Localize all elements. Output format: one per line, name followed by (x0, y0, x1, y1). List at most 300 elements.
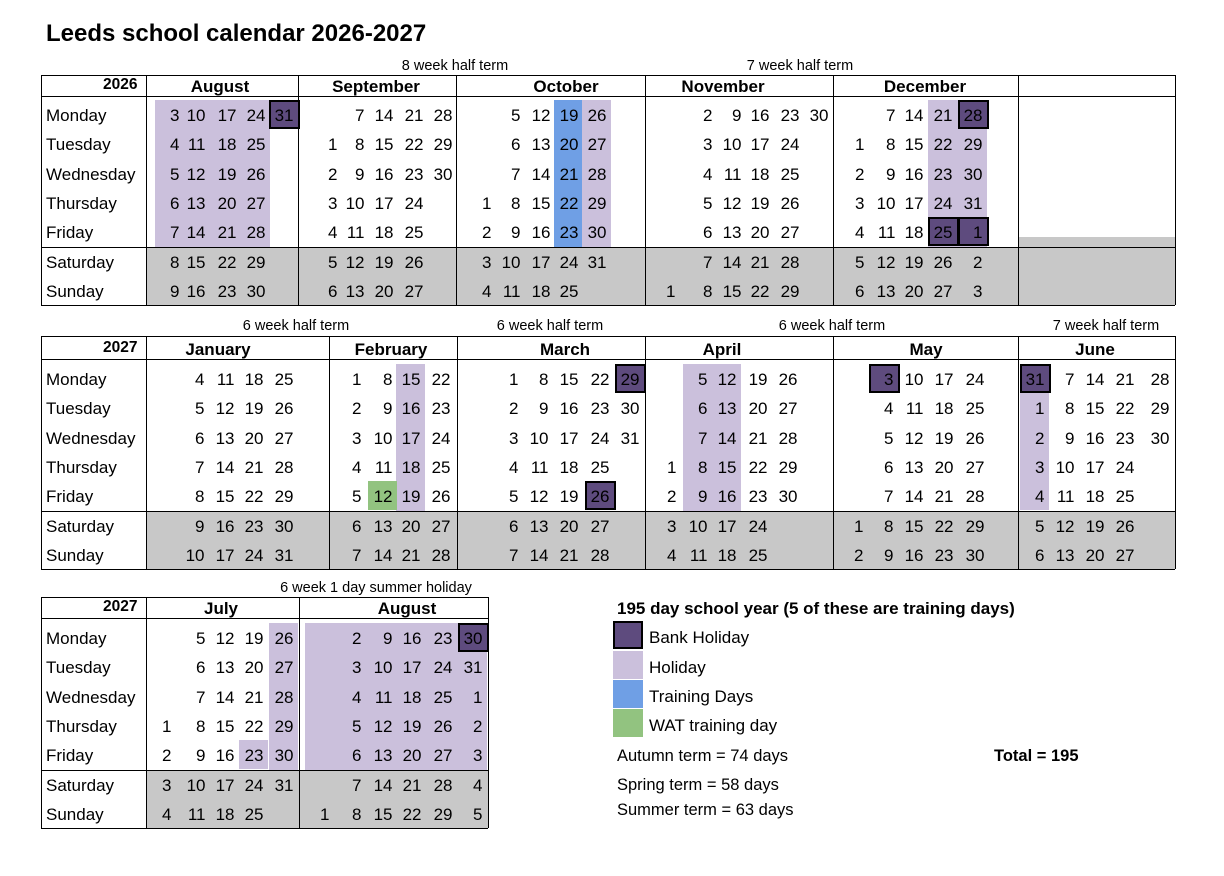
date-cell: 25 (274, 370, 294, 389)
date-cell: 16 (401, 399, 421, 419)
date-cell: 12 (345, 252, 365, 272)
date-cell: 18 (717, 545, 737, 565)
date-cell: 2 (703, 106, 713, 125)
date-cell: 2 (667, 487, 677, 507)
date-cell: 9 (1065, 428, 1075, 448)
date-cell: 4 (482, 281, 492, 301)
date-cell: 22 (244, 716, 264, 736)
date-cell: 14 (215, 457, 235, 477)
date-cell: 10 (373, 658, 393, 678)
date-cell: 2 (162, 746, 172, 766)
date-cell: 25 (965, 399, 985, 419)
date-cell: 11 (1056, 487, 1075, 507)
date-cell: 16 (904, 164, 924, 184)
date-cell: 1 (1035, 399, 1045, 419)
date-cell: 13 (373, 516, 393, 536)
legend-label-holiday: Holiday (649, 658, 706, 677)
date-cell: 4 (855, 223, 865, 243)
header-rule (41, 96, 1175, 97)
date-cell: 14 (373, 775, 393, 795)
weekend-rule (41, 770, 488, 771)
date-cell: 12 (215, 399, 235, 419)
date-cell: 28 (965, 487, 985, 507)
legend-swatch-holiday (613, 651, 643, 679)
date-cell: 23 (933, 164, 953, 184)
autumn-term-days: Autumn term = 74 days (617, 747, 789, 765)
date-cell: 17 (374, 193, 394, 213)
date-cell: 22 (590, 370, 610, 389)
date-cell: 19 (559, 487, 579, 507)
date-cell: 26 (433, 716, 453, 736)
date-cell: 31 (274, 545, 294, 565)
legend-heading: 195 day school year (5 of these are training days) (617, 599, 1015, 618)
date-cell: 7 (509, 545, 519, 565)
date-cell: 11 (187, 135, 206, 155)
date-cell: 11 (723, 164, 742, 184)
date-cell: 21 (933, 106, 953, 125)
date-cell: 8 (539, 370, 549, 389)
date-cell: 13 (345, 281, 365, 301)
date-cell: 29 (963, 135, 983, 155)
date-cell: 18 (559, 457, 579, 477)
date-cell: 8 (352, 804, 362, 824)
date-cell: 28 (433, 106, 453, 125)
date-cell: 31 (620, 428, 640, 448)
date-cell: 9 (383, 629, 393, 648)
date-cell: 22 (933, 135, 953, 155)
date-cell: 14 (904, 106, 924, 125)
date-cell: 29 (433, 804, 453, 824)
total-days: Total = 195 (994, 747, 1079, 765)
date-cell: 11 (346, 223, 365, 243)
border-bottom (41, 569, 1175, 570)
date-cell: 11 (187, 804, 206, 824)
date-cell: 20 (750, 223, 770, 243)
date-cell: 20 (402, 746, 422, 766)
date-cell: 12 (722, 193, 742, 213)
weekday-label: Sunday (46, 545, 104, 565)
date-cell: 10 (904, 370, 924, 389)
date-cell: 2 (352, 399, 362, 419)
month-divider (1018, 75, 1019, 305)
date-cell: 9 (383, 399, 393, 419)
date-cell: 21 (217, 223, 237, 243)
date-cell: 11 (689, 545, 708, 565)
date-cell: 23 (590, 399, 610, 419)
date-cell: 12 (1055, 516, 1075, 536)
date-cell: 9 (511, 223, 521, 243)
date-cell: 5 (352, 487, 362, 507)
date-cell: 8 (195, 487, 205, 507)
date-cell: 24 (433, 658, 453, 678)
page-title: Leeds school calendar 2026-2027 (46, 20, 427, 47)
date-cell: 19 (934, 428, 954, 448)
date-cell: 31 (274, 775, 294, 795)
date-cell: 30 (274, 516, 294, 536)
weekday-label: Monday (46, 106, 107, 125)
date-cell: 4 (703, 164, 713, 184)
date-cell: 30 (246, 281, 266, 301)
date-cell: 6 (509, 516, 519, 536)
border-bottom (41, 828, 488, 829)
date-cell: 14 (186, 223, 206, 243)
date-cell: 9 (698, 487, 708, 507)
date-cell: 9 (539, 399, 549, 419)
weekday-label: Monday (46, 370, 107, 389)
date-cell: 20 (559, 516, 579, 536)
date-cell: 27 (246, 193, 266, 213)
date-cell: 18 (401, 457, 421, 477)
date-cell: 4 (884, 399, 894, 419)
date-cell: 22 (934, 516, 954, 536)
date-cell: 1 (320, 804, 330, 824)
date-cell: 1 (509, 370, 519, 389)
date-cell: 24 (965, 370, 985, 389)
date-cell: 5 (170, 164, 180, 184)
date-cell: 17 (401, 428, 421, 448)
date-cell: 9 (732, 106, 742, 125)
date-cell: 5 (473, 804, 483, 824)
month-label: July (203, 599, 239, 618)
date-cell: 11 (502, 281, 521, 301)
date-cell: 25 (244, 804, 264, 824)
date-cell: 28 (274, 687, 294, 707)
date-cell: 18 (244, 370, 264, 389)
date-cell: 1 (473, 687, 483, 707)
date-cell: 4 (195, 370, 205, 389)
date-cell: 21 (748, 428, 768, 448)
date-cell: 26 (246, 164, 266, 184)
date-cell: 27 (780, 223, 800, 243)
date-cell: 16 (186, 281, 206, 301)
border-bottom (41, 305, 1175, 306)
date-cell: 15 (374, 135, 394, 155)
date-cell: 20 (401, 516, 421, 536)
date-cell: 7 (196, 687, 206, 707)
date-cell: 18 (750, 164, 770, 184)
header-rule (41, 618, 488, 619)
date-cell: 10 (185, 545, 205, 565)
date-cell: 17 (559, 428, 579, 448)
date-cell: 12 (186, 164, 206, 184)
date-cell: 17 (717, 516, 737, 536)
legend-swatch-wat (613, 709, 643, 737)
date-cell: 12 (373, 487, 393, 507)
date-cell: 24 (590, 428, 610, 448)
date-cell: 4 (328, 223, 338, 243)
weekday-label: Thursday (46, 716, 117, 736)
date-cell: 30 (778, 487, 798, 507)
date-cell: 25 (404, 223, 424, 243)
date-cell: 12 (717, 370, 737, 389)
border-right (1175, 336, 1176, 569)
date-cell: 31 (1025, 370, 1045, 389)
month-label: March (539, 340, 591, 359)
date-cell: 17 (531, 252, 551, 272)
date-cell: 13 (215, 658, 235, 678)
date-cell: 7 (352, 545, 362, 565)
date-cell: 3 (352, 428, 362, 448)
summer-term-days: Summer term = 63 days (617, 801, 794, 819)
weekday-label: Thursday (46, 457, 117, 477)
date-cell: 9 (884, 545, 894, 565)
date-cell: 31 (587, 252, 607, 272)
border-top (41, 75, 1175, 76)
date-cell: 17 (934, 370, 954, 389)
date-cell: 14 (531, 164, 551, 184)
date-cell: 3 (162, 775, 172, 795)
date-cell: 5 (698, 370, 708, 389)
date-cell: 20 (559, 135, 579, 155)
date-cell: 5 (703, 193, 713, 213)
date-cell: 7 (170, 223, 180, 243)
month-divider (456, 75, 457, 305)
month-divider (457, 336, 458, 569)
date-cell: 7 (355, 106, 365, 125)
date-cell: 26 (780, 193, 800, 213)
date-cell: 2 (509, 399, 519, 419)
weekday-label: Wednesday (46, 428, 136, 448)
date-cell: 23 (244, 516, 264, 536)
date-cell: 14 (215, 687, 235, 707)
date-cell: 30 (587, 223, 607, 243)
date-cell: 5 (511, 106, 521, 125)
date-cell: 2 (352, 629, 362, 648)
date-cell: 30 (274, 746, 294, 766)
date-cell: 30 (963, 164, 983, 184)
half-term-caption: 6 week half term (778, 318, 886, 334)
date-cell: 17 (904, 193, 924, 213)
border-left (41, 75, 42, 305)
half-term-caption: 6 week half term (496, 318, 604, 334)
date-cell: 13 (373, 746, 393, 766)
border-left (41, 336, 42, 569)
date-cell: 3 (352, 658, 362, 678)
date-cell: 7 (886, 106, 896, 125)
month-label: January (185, 340, 251, 359)
date-cell: 10 (722, 135, 742, 155)
date-cell: 11 (216, 370, 235, 389)
date-cell: 14 (374, 106, 394, 125)
date-cell: 10 (186, 106, 206, 125)
date-cell: 18 (374, 223, 394, 243)
date-cell: 30 (433, 164, 453, 184)
date-cell: 10 (688, 516, 708, 536)
date-cell: 20 (934, 457, 954, 477)
year-label: 2027 (103, 598, 138, 615)
date-cell: 4 (352, 687, 362, 707)
date-cell: 24 (244, 545, 264, 565)
date-cell: 16 (1085, 428, 1105, 448)
date-cell: 26 (274, 629, 294, 648)
half-term-caption: 7 week half term (1052, 318, 1160, 334)
date-cell: 20 (904, 281, 924, 301)
half-term-caption: 6 week 1 day summer holiday (280, 580, 472, 596)
legend-label-training: Training Days (649, 687, 754, 706)
date-cell: 3 (703, 135, 713, 155)
date-cell: 16 (531, 223, 551, 243)
weekday-label: Friday (46, 746, 94, 766)
date-cell: 13 (531, 135, 551, 155)
date-cell: 23 (217, 281, 237, 301)
date-cell: 6 (511, 135, 521, 155)
date-cell: 17 (215, 775, 235, 795)
date-cell: 25 (246, 135, 266, 155)
month-divider (329, 336, 330, 569)
date-cell: 27 (431, 516, 451, 536)
date-cell: 16 (402, 629, 422, 648)
date-cell: 19 (559, 106, 579, 125)
date-cell: 14 (373, 545, 393, 565)
date-cell: 1 (162, 716, 172, 736)
date-cell: 26 (778, 370, 798, 389)
date-cell: 20 (244, 428, 264, 448)
date-cell: 12 (876, 252, 896, 272)
date-cell: 1 (667, 457, 677, 477)
border-left (41, 597, 42, 828)
date-cell: 6 (352, 516, 362, 536)
date-cell: 2 (973, 252, 983, 272)
date-cell: 19 (401, 487, 421, 507)
date-cell: 22 (217, 252, 237, 272)
date-cell: 15 (717, 457, 737, 477)
date-cell: 12 (373, 716, 393, 736)
date-cell: 1 (855, 135, 865, 155)
weekday-label: Friday (46, 487, 94, 507)
date-cell: 13 (717, 399, 737, 419)
date-cell: 17 (215, 545, 235, 565)
date-cell: 19 (244, 629, 264, 648)
date-cell: 28 (587, 164, 607, 184)
day-label-divider (146, 336, 147, 569)
date-cell: 9 (886, 164, 896, 184)
border-top (41, 336, 1175, 337)
month-divider (1018, 336, 1019, 569)
date-cell: 7 (703, 252, 713, 272)
date-cell: 28 (1150, 370, 1170, 389)
date-cell: 6 (328, 281, 338, 301)
date-cell: 13 (876, 281, 896, 301)
date-cell: 22 (750, 281, 770, 301)
date-cell: 28 (780, 252, 800, 272)
date-cell: 26 (431, 487, 451, 507)
date-cell: 5 (195, 399, 205, 419)
date-cell: 10 (529, 428, 549, 448)
header-rule (41, 359, 1175, 360)
weekday-label: Tuesday (46, 658, 111, 678)
date-cell: 15 (904, 516, 924, 536)
date-cell: 14 (529, 545, 549, 565)
date-cell: 2 (1035, 428, 1045, 448)
date-cell: 9 (170, 281, 180, 301)
date-cell: 13 (1055, 545, 1075, 565)
date-cell: 22 (402, 804, 422, 824)
date-cell: 21 (404, 106, 424, 125)
month-label: December (883, 77, 967, 96)
date-cell: 13 (529, 516, 549, 536)
date-cell: 19 (904, 252, 924, 272)
date-cell: 26 (933, 252, 953, 272)
date-cell: 23 (404, 164, 424, 184)
date-cell: 4 (667, 545, 677, 565)
weekend-rule (41, 247, 1175, 248)
legend-swatch-training (613, 680, 643, 708)
date-cell: 1 (854, 516, 864, 536)
date-cell: 29 (246, 252, 266, 272)
date-cell: 8 (383, 370, 393, 389)
date-cell: 24 (559, 252, 579, 272)
weekend-rule (41, 511, 1175, 512)
date-cell: 27 (404, 281, 424, 301)
weekday-label: Tuesday (46, 135, 111, 155)
date-cell: 3 (170, 106, 180, 125)
date-cell: 8 (170, 252, 180, 272)
date-cell: 25 (780, 164, 800, 184)
date-cell: 16 (750, 106, 770, 125)
weekday-label: Wednesday (46, 164, 136, 184)
date-cell: 12 (215, 629, 235, 648)
weekday-label: Sunday (46, 281, 104, 301)
date-cell: 23 (1115, 428, 1135, 448)
date-cell: 28 (963, 106, 983, 125)
date-cell: 6 (195, 428, 205, 448)
date-cell: 8 (698, 457, 708, 477)
date-cell: 4 (352, 457, 362, 477)
date-cell: 6 (352, 746, 362, 766)
date-cell: 1 (973, 223, 983, 243)
date-cell: 8 (886, 135, 896, 155)
date-cell: 27 (933, 281, 953, 301)
month-label: February (354, 340, 428, 359)
weekday-label: Friday (46, 223, 94, 243)
date-cell: 16 (374, 164, 394, 184)
date-cell: 7 (352, 775, 362, 795)
day-label-divider (146, 597, 147, 828)
date-cell: 3 (855, 193, 865, 213)
date-cell: 29 (620, 370, 640, 389)
date-cell: 28 (778, 428, 798, 448)
date-cell: 19 (1085, 516, 1105, 536)
date-cell: 9 (196, 746, 206, 766)
date-cell: 23 (780, 106, 800, 125)
date-cell: 17 (750, 135, 770, 155)
date-cell: 6 (170, 193, 180, 213)
date-cell: 6 (698, 399, 708, 419)
date-cell: 29 (274, 487, 294, 507)
date-cell: 2 (854, 545, 864, 565)
month-divider (645, 75, 646, 305)
date-cell: 27 (778, 399, 798, 419)
date-cell: 20 (1085, 545, 1105, 565)
date-cell: 21 (559, 545, 579, 565)
date-cell: 3 (509, 428, 519, 448)
date-cell: 7 (195, 457, 205, 477)
weekday-label: Saturday (46, 252, 115, 272)
date-cell: 22 (244, 487, 264, 507)
date-cell: 14 (717, 428, 737, 448)
date-cell: 6 (1035, 545, 1045, 565)
date-cell: 25 (1115, 487, 1135, 507)
date-cell: 6 (196, 658, 206, 678)
month-label: October (533, 77, 599, 96)
date-cell: 3 (667, 516, 677, 536)
date-cell: 29 (965, 516, 985, 536)
date-cell: 3 (1035, 457, 1045, 477)
date-cell: 22 (1115, 399, 1135, 419)
date-cell: 25 (933, 223, 953, 243)
date-cell: 14 (722, 252, 742, 272)
date-cell: 29 (780, 281, 800, 301)
